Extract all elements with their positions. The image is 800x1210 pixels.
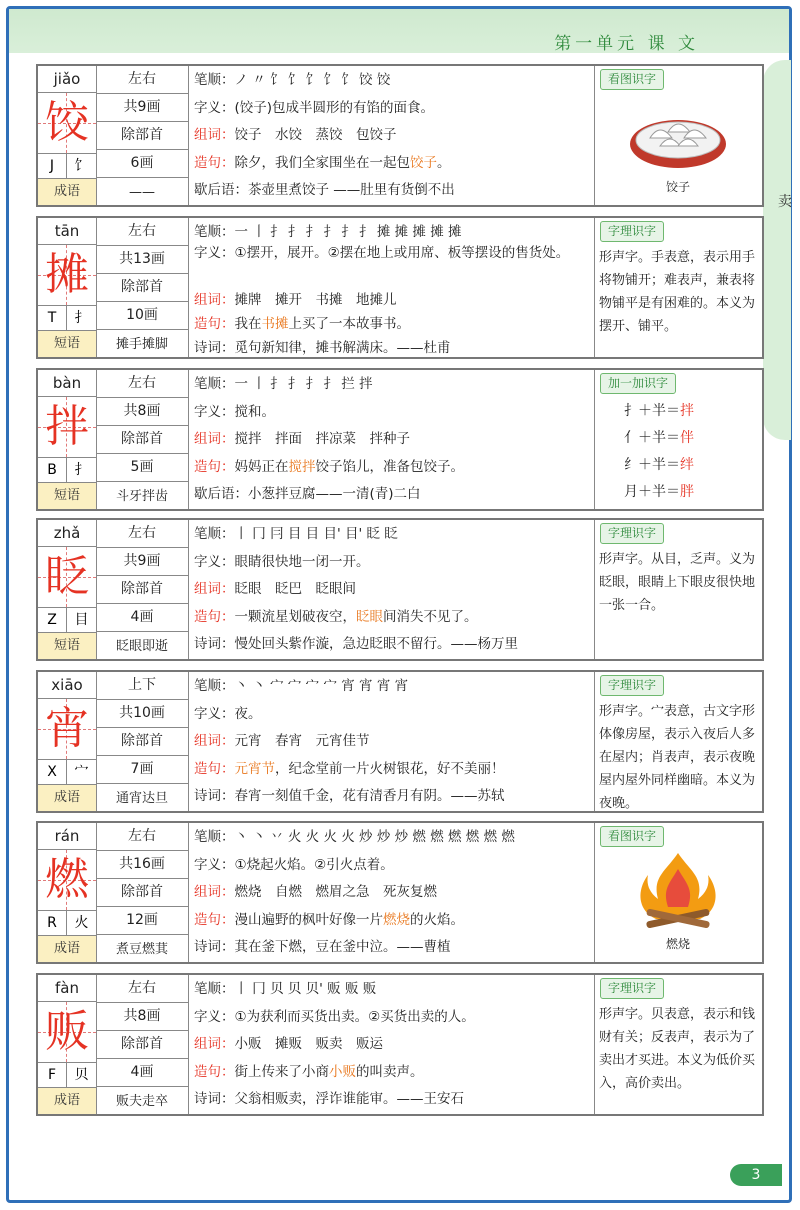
pinyin-column <box>38 672 97 811</box>
radical-row <box>38 760 96 785</box>
info-column <box>96 672 189 811</box>
character-card <box>36 64 764 207</box>
sentence-post: 间消失不见了。 <box>383 608 478 625</box>
sentence-post: ，纪念堂前一片火树银花，好不美丽！ <box>275 760 505 777</box>
stroke-order-line-text: 丨 冂 冃 目 目 目' 目' 眨 眨 <box>234 526 398 542</box>
radical: 宀 <box>74 764 89 780</box>
word-line-text: 搅拌 拌面 拌凉菜 拌种子 <box>234 431 410 447</box>
extra-value: 眨眼即逝 <box>115 639 168 654</box>
pinyin-column <box>38 66 97 205</box>
side-explanation: 形声字。从目，乏声。义为眨眼，眼睛上下眼皮很快地一张一合。 <box>599 552 756 613</box>
radical: 扌 <box>74 462 89 478</box>
word-line <box>194 879 594 906</box>
formula-row <box>624 427 744 447</box>
character-card <box>36 216 764 359</box>
sentence-post: 饺子馅儿，准备包饺子。 <box>315 458 464 475</box>
line-label: 字义： <box>194 705 235 722</box>
stroke-count: 共8画 <box>96 398 188 426</box>
side-column <box>594 975 762 1114</box>
sentence-post: 的火焰。 <box>410 911 464 928</box>
stroke-order-line-text: 丶 丶 宀 宀 宀 宀 宵 宵 宵 宵 <box>234 678 409 694</box>
quote-line <box>194 335 594 362</box>
character-grid <box>38 397 96 458</box>
main-column <box>188 370 595 509</box>
main-character: 饺 <box>45 97 89 148</box>
formula-op: ＋半＝ <box>638 457 680 473</box>
radical: 目 <box>74 612 89 628</box>
fire-icon <box>628 849 728 929</box>
formula-result: 胖 <box>680 484 694 500</box>
side-badge: 看图识字 <box>600 826 664 847</box>
formula-op: ＋半＝ <box>638 403 680 419</box>
structure: 左右 <box>96 66 188 94</box>
sentence-line <box>194 150 594 177</box>
line-label: 字义： <box>194 245 235 261</box>
structure: 左右 <box>96 218 188 246</box>
line-label: 笔顺： <box>194 376 235 392</box>
pinyin: xiāo <box>38 672 96 699</box>
meaning-line-text: ①为获利而买货出卖。②买货出卖的人。 <box>234 1008 475 1025</box>
line-label: 造句： <box>194 760 235 777</box>
sentence-pre: 妈妈正在 <box>234 458 289 475</box>
line-label: 造句： <box>194 911 235 928</box>
line-label: 造句： <box>194 1063 235 1080</box>
remaining-strokes: 10画 <box>96 302 188 330</box>
structure: 左右 <box>96 975 188 1003</box>
page-number: 3 <box>730 1164 782 1186</box>
character-grid <box>38 93 96 154</box>
sentence-line <box>194 454 594 481</box>
stroke-order-line <box>194 976 594 1003</box>
formula-part: 亻 <box>624 430 638 446</box>
side-tab <box>763 60 791 440</box>
radical: 贝 <box>74 1067 89 1083</box>
extra-value: 煮豆燃萁 <box>115 942 168 957</box>
formula-result: 拌 <box>680 403 694 419</box>
stroke-count: 共9画 <box>96 94 188 122</box>
remaining-strokes: 4画 <box>96 604 188 632</box>
sentence-highlight: 元宵节 <box>234 760 275 777</box>
sentence-pre: 除夕，我们全家围坐在一起包 <box>234 154 410 171</box>
pinyin: fàn <box>38 975 96 1002</box>
line-label: 笔顺： <box>194 678 235 694</box>
radical: 饣 <box>74 158 89 174</box>
line-label: 字义： <box>194 99 235 116</box>
info-column <box>96 218 189 357</box>
stroke-order-line-text: ノ 〃 饣 饣 饣 饣 饣 饺 饺 <box>234 72 391 88</box>
character-grid <box>38 699 96 760</box>
sentence-highlight: 燃烧 <box>383 911 410 928</box>
meaning-line-text: ①摆开，展开。②摆在地上或用席、板等摆设的售货处。 <box>234 245 570 261</box>
line-label: 字义： <box>194 1008 235 1025</box>
meaning-line-text: 搅和。 <box>234 403 275 420</box>
line-label: 诗词： <box>194 636 235 652</box>
line-label: 造句： <box>194 154 235 171</box>
main-column <box>188 66 595 205</box>
stroke-order-line <box>194 67 594 94</box>
sentence-line <box>194 756 594 783</box>
remaining-strokes: 7画 <box>96 756 188 784</box>
stroke-order-line <box>194 673 594 700</box>
pinyin: zhǎ <box>38 520 96 547</box>
main-character: 贩 <box>45 1006 89 1057</box>
picture-caption: 饺子 <box>665 180 690 194</box>
info-column <box>96 975 189 1114</box>
main-character: 摊 <box>45 249 89 300</box>
pinyin-column <box>38 975 97 1114</box>
word-line <box>194 576 594 603</box>
side-badge: 看图识字 <box>600 69 664 90</box>
word-line-text: 元宵 春宵 元宵佳节 <box>234 733 370 749</box>
line-label: 组词： <box>194 733 235 749</box>
meaning-line-text: 眼睛很快地一闭一开。 <box>234 553 370 570</box>
line-label: 笔顺： <box>194 526 235 542</box>
sentence-line <box>194 907 594 934</box>
stroke-order-line <box>194 824 594 851</box>
side-explanation: 形声字。贝表意，表示和钱财有关；反表声，表示为了卖出才买进。本义为低价买入，高价卖出。 <box>599 1007 756 1091</box>
pinyin-column <box>38 370 97 509</box>
pinyin-column <box>38 520 97 659</box>
stroke-count: 共10画 <box>96 700 188 728</box>
radical-label: 除部首 <box>96 426 188 454</box>
radical-label: 除部首 <box>96 576 188 604</box>
main-character: 眨 <box>45 551 89 602</box>
stroke-count: 共9画 <box>96 548 188 576</box>
stroke-count: 共8画 <box>96 1003 188 1031</box>
sentence-line <box>194 604 594 631</box>
line-label: 歇后语： <box>194 486 248 502</box>
stroke-order-line-text: 一 丨 扌 扌 扌 扌 拦 拌 <box>234 376 373 392</box>
side-badge: 加一加识字 <box>600 373 676 394</box>
formula-part: 纟 <box>624 457 638 473</box>
meaning-line-text: ①烧起火焰。②引火点着。 <box>234 856 394 873</box>
stroke-order-line-text: 一 丨 扌 扌 扌 扌 扌 扌 摊 摊 摊 摊 摊 <box>234 224 462 240</box>
quote-line-text: 茶壶里煮饺子 ——肚里有货倒不出 <box>248 182 455 198</box>
main-column <box>188 218 595 357</box>
word-line <box>194 728 594 755</box>
sentence-post: 。 <box>437 154 451 171</box>
main-character: 宵 <box>45 703 89 754</box>
extra-type-label: 成语 <box>38 785 96 811</box>
formula-result: 绊 <box>680 457 694 473</box>
extra-type-label: 短语 <box>38 331 96 357</box>
meaning-line <box>194 243 594 291</box>
word-line <box>194 426 594 453</box>
extra-value: —— <box>129 185 155 200</box>
word-line-text: 小贩 摊贩 贩卖 贩运 <box>234 1036 383 1052</box>
sentence-pre: 漫山遍野的枫叶好像一片 <box>234 911 383 928</box>
formula-row <box>624 400 744 420</box>
extra-type-label: 短语 <box>38 633 96 659</box>
sentence-highlight: 小贩 <box>329 1063 356 1080</box>
meaning-line-text: 夜。 <box>234 705 262 722</box>
line-label: 诗词： <box>194 788 235 804</box>
character-card <box>36 973 764 1116</box>
side-column <box>594 672 762 811</box>
index-letter: F <box>38 1063 67 1087</box>
character-grid <box>38 245 96 306</box>
info-column <box>96 370 189 509</box>
quote-line <box>194 783 594 810</box>
radical-row <box>38 911 96 936</box>
sentence-pre: 我在 <box>234 316 262 332</box>
quote-line <box>194 481 594 508</box>
radical-label: 除部首 <box>96 122 188 150</box>
radical-row <box>38 154 96 179</box>
radical: 火 <box>74 915 89 931</box>
stroke-order-line-text: 丨 冂 贝 贝 贝' 贩 贩 贩 <box>234 981 377 997</box>
formula-part: 扌 <box>624 403 638 419</box>
character-grid <box>38 1002 96 1063</box>
sentence-post: 的叫卖声。 <box>356 1063 424 1080</box>
info-column <box>96 520 189 659</box>
meaning-line <box>194 399 594 426</box>
line-label: 造句： <box>194 608 235 625</box>
word-line-text: 燃烧 自燃 燃眉之急 死灰复燃 <box>234 884 437 900</box>
radical-label: 除部首 <box>96 274 188 302</box>
line-label: 组词： <box>194 127 235 143</box>
sentence-highlight: 眨眼 <box>356 608 383 625</box>
side-column <box>594 370 762 509</box>
dumplings-icon <box>628 92 728 172</box>
radical-row <box>38 1063 96 1088</box>
index-letter: X <box>38 760 67 784</box>
index-letter: J <box>38 154 67 178</box>
line-label: 诗词： <box>194 1091 235 1107</box>
pinyin: tān <box>38 218 96 245</box>
sentence-post: 上买了一本故事书。 <box>288 316 410 332</box>
character-card <box>36 821 764 964</box>
line-label: 诗词： <box>194 939 235 955</box>
extra-type-label: 成语 <box>38 179 96 205</box>
meaning-line <box>194 1004 594 1031</box>
line-label: 字义： <box>194 403 235 420</box>
remaining-strokes: 12画 <box>96 907 188 935</box>
quote-line <box>194 1086 594 1113</box>
character-grid <box>38 547 96 608</box>
character-card <box>36 368 764 511</box>
meaning-line <box>194 701 594 728</box>
extra-value: 贩夫走卒 <box>115 1094 168 1109</box>
radical-label: 除部首 <box>96 1031 188 1059</box>
extra-type-label: 成语 <box>38 936 96 962</box>
info-column <box>96 823 189 962</box>
radical: 扌 <box>74 310 89 326</box>
stroke-count: 共13画 <box>96 246 188 274</box>
word-line <box>194 287 594 314</box>
formula-part: 月 <box>624 484 638 500</box>
quote-line-text: 小葱拌豆腐——一清(青)二白 <box>248 486 421 502</box>
index-letter: B <box>38 458 67 482</box>
structure: 左右 <box>96 370 188 398</box>
meaning-line <box>194 95 594 122</box>
line-label: 字义： <box>194 856 235 873</box>
remaining-strokes: 6画 <box>96 150 188 178</box>
pinyin: bàn <box>38 370 96 397</box>
word-line-text: 饺子 水饺 蒸饺 包饺子 <box>234 127 397 143</box>
sentence-pre: 一颗流星划破夜空， <box>234 608 356 625</box>
unit-title: 第一单元 课 文 <box>554 34 699 54</box>
radical-label: 除部首 <box>96 879 188 907</box>
structure: 左右 <box>96 520 188 548</box>
quote-line <box>194 934 594 961</box>
side-badge: 字理识字 <box>600 675 664 696</box>
word-line-text: 眨眼 眨巴 眨眼间 <box>234 581 356 597</box>
main-character: 燃 <box>45 854 89 905</box>
radical-row <box>38 458 96 483</box>
picture-caption: 燃烧 <box>665 937 690 951</box>
line-label: 笔顺： <box>194 829 235 845</box>
radical-row <box>38 306 96 331</box>
formula-result: 伴 <box>680 430 694 446</box>
line-label: 组词： <box>194 884 235 900</box>
meaning-line <box>194 549 594 576</box>
remaining-strokes: 4画 <box>96 1059 188 1087</box>
main-column <box>188 823 595 962</box>
quote-line <box>194 631 594 658</box>
character-card <box>36 670 764 813</box>
pinyin: rán <box>38 823 96 850</box>
side-column <box>594 823 762 962</box>
quote-line-text: 萁在釜下燃，豆在釜中泣。——曹植 <box>234 939 451 955</box>
radical-label: 除部首 <box>96 728 188 756</box>
extra-value: 摊手摊脚 <box>115 337 168 352</box>
line-label: 笔顺： <box>194 224 235 240</box>
character-grid <box>38 850 96 911</box>
sentence-line <box>194 1059 594 1086</box>
index-letter: R <box>38 911 67 935</box>
quote-line-text: 春宵一刻值千金，花有清香月有阴。——苏轼 <box>234 788 505 804</box>
formula-row <box>624 454 744 474</box>
line-label: 组词： <box>194 431 235 447</box>
structure: 上下 <box>96 672 188 700</box>
word-line <box>194 122 594 149</box>
stroke-order-line-text: 丶 丶 丷 火 火 火 火 炒 炒 炒 燃 燃 燃 燃 燃 燃 <box>234 829 515 845</box>
line-label: 组词： <box>194 1036 235 1052</box>
side-explanation: 形声字。宀表意，古文字形体像房屋，表示入夜后人多在屋内；肖表声，表示夜晚屋内屋外同样幽暗。本义为夜晚。 <box>599 704 756 811</box>
main-character: 拌 <box>45 401 89 452</box>
meaning-line <box>194 852 594 879</box>
line-label: 造句： <box>194 458 235 475</box>
quote-line-text: 慢处回头紫作漩，急边眨眼不留行。——杨万里 <box>234 636 518 652</box>
word-line <box>194 1031 594 1058</box>
meaning-line-text: (饺子)包成半圆形的有馅的面食。 <box>234 99 435 116</box>
quote-line <box>194 177 594 204</box>
side-column <box>594 520 762 659</box>
formula-op: ＋半＝ <box>638 430 680 446</box>
line-label: 组词： <box>194 292 235 308</box>
radical-row <box>38 608 96 633</box>
line-label: 歇后语： <box>194 182 248 198</box>
character-card <box>36 518 764 661</box>
quote-line-text: 父翁相贩卖，浮诈谁能审。——王安石 <box>234 1091 464 1107</box>
pinyin-column <box>38 218 97 357</box>
line-label: 笔顺： <box>194 72 235 88</box>
sentence-highlight: 饺子 <box>410 154 437 171</box>
side-badge: 字理识字 <box>600 978 664 999</box>
word-line-text: 摊牌 摊开 书摊 地摊儿 <box>234 292 397 308</box>
sentence-highlight: 书摊 <box>261 316 289 332</box>
structure: 左右 <box>96 823 188 851</box>
extra-value: 斗牙拌齿 <box>115 489 168 504</box>
side-tab-text: 卖 <box>778 194 792 210</box>
side-badge: 字理识字 <box>600 221 664 242</box>
quote-line-text: 觅句新知律，摊书解满床。——杜甫 <box>234 340 451 356</box>
extra-value: 通宵达旦 <box>115 791 168 806</box>
stroke-count: 共16画 <box>96 851 188 879</box>
line-label: 组词： <box>194 581 235 597</box>
stroke-order-line <box>194 521 594 548</box>
formula-row <box>624 481 744 501</box>
extra-type-label: 成语 <box>38 1088 96 1114</box>
sentence-pre: 街上传来了小商 <box>234 1063 329 1080</box>
extra-type-label: 短语 <box>38 483 96 509</box>
main-column <box>188 520 595 659</box>
side-explanation: 形声字。手表意，表示用手将物铺开；难表声，兼表将物铺平是有困难的。本义为摆开、铺平。 <box>599 250 756 334</box>
info-column <box>96 66 189 205</box>
pinyin-column <box>38 823 97 962</box>
side-badge: 字理识字 <box>600 523 664 544</box>
index-letter: Z <box>38 608 67 632</box>
line-label: 字义： <box>194 553 235 570</box>
main-column <box>188 975 595 1114</box>
sentence-highlight: 搅拌 <box>288 458 316 475</box>
side-column <box>594 66 762 205</box>
line-label: 笔顺： <box>194 981 235 997</box>
remaining-strokes: 5画 <box>96 454 188 482</box>
pinyin: jiǎo <box>38 66 96 93</box>
stroke-order-line <box>194 219 594 246</box>
side-column <box>594 218 762 357</box>
main-column <box>188 672 595 811</box>
line-label: 诗词： <box>194 340 235 356</box>
sentence-line <box>194 311 594 338</box>
line-label: 造句： <box>194 316 235 332</box>
stroke-order-line <box>194 371 594 398</box>
page-header <box>9 9 789 53</box>
index-letter: T <box>38 306 67 330</box>
formula-op: ＋半＝ <box>638 484 680 500</box>
